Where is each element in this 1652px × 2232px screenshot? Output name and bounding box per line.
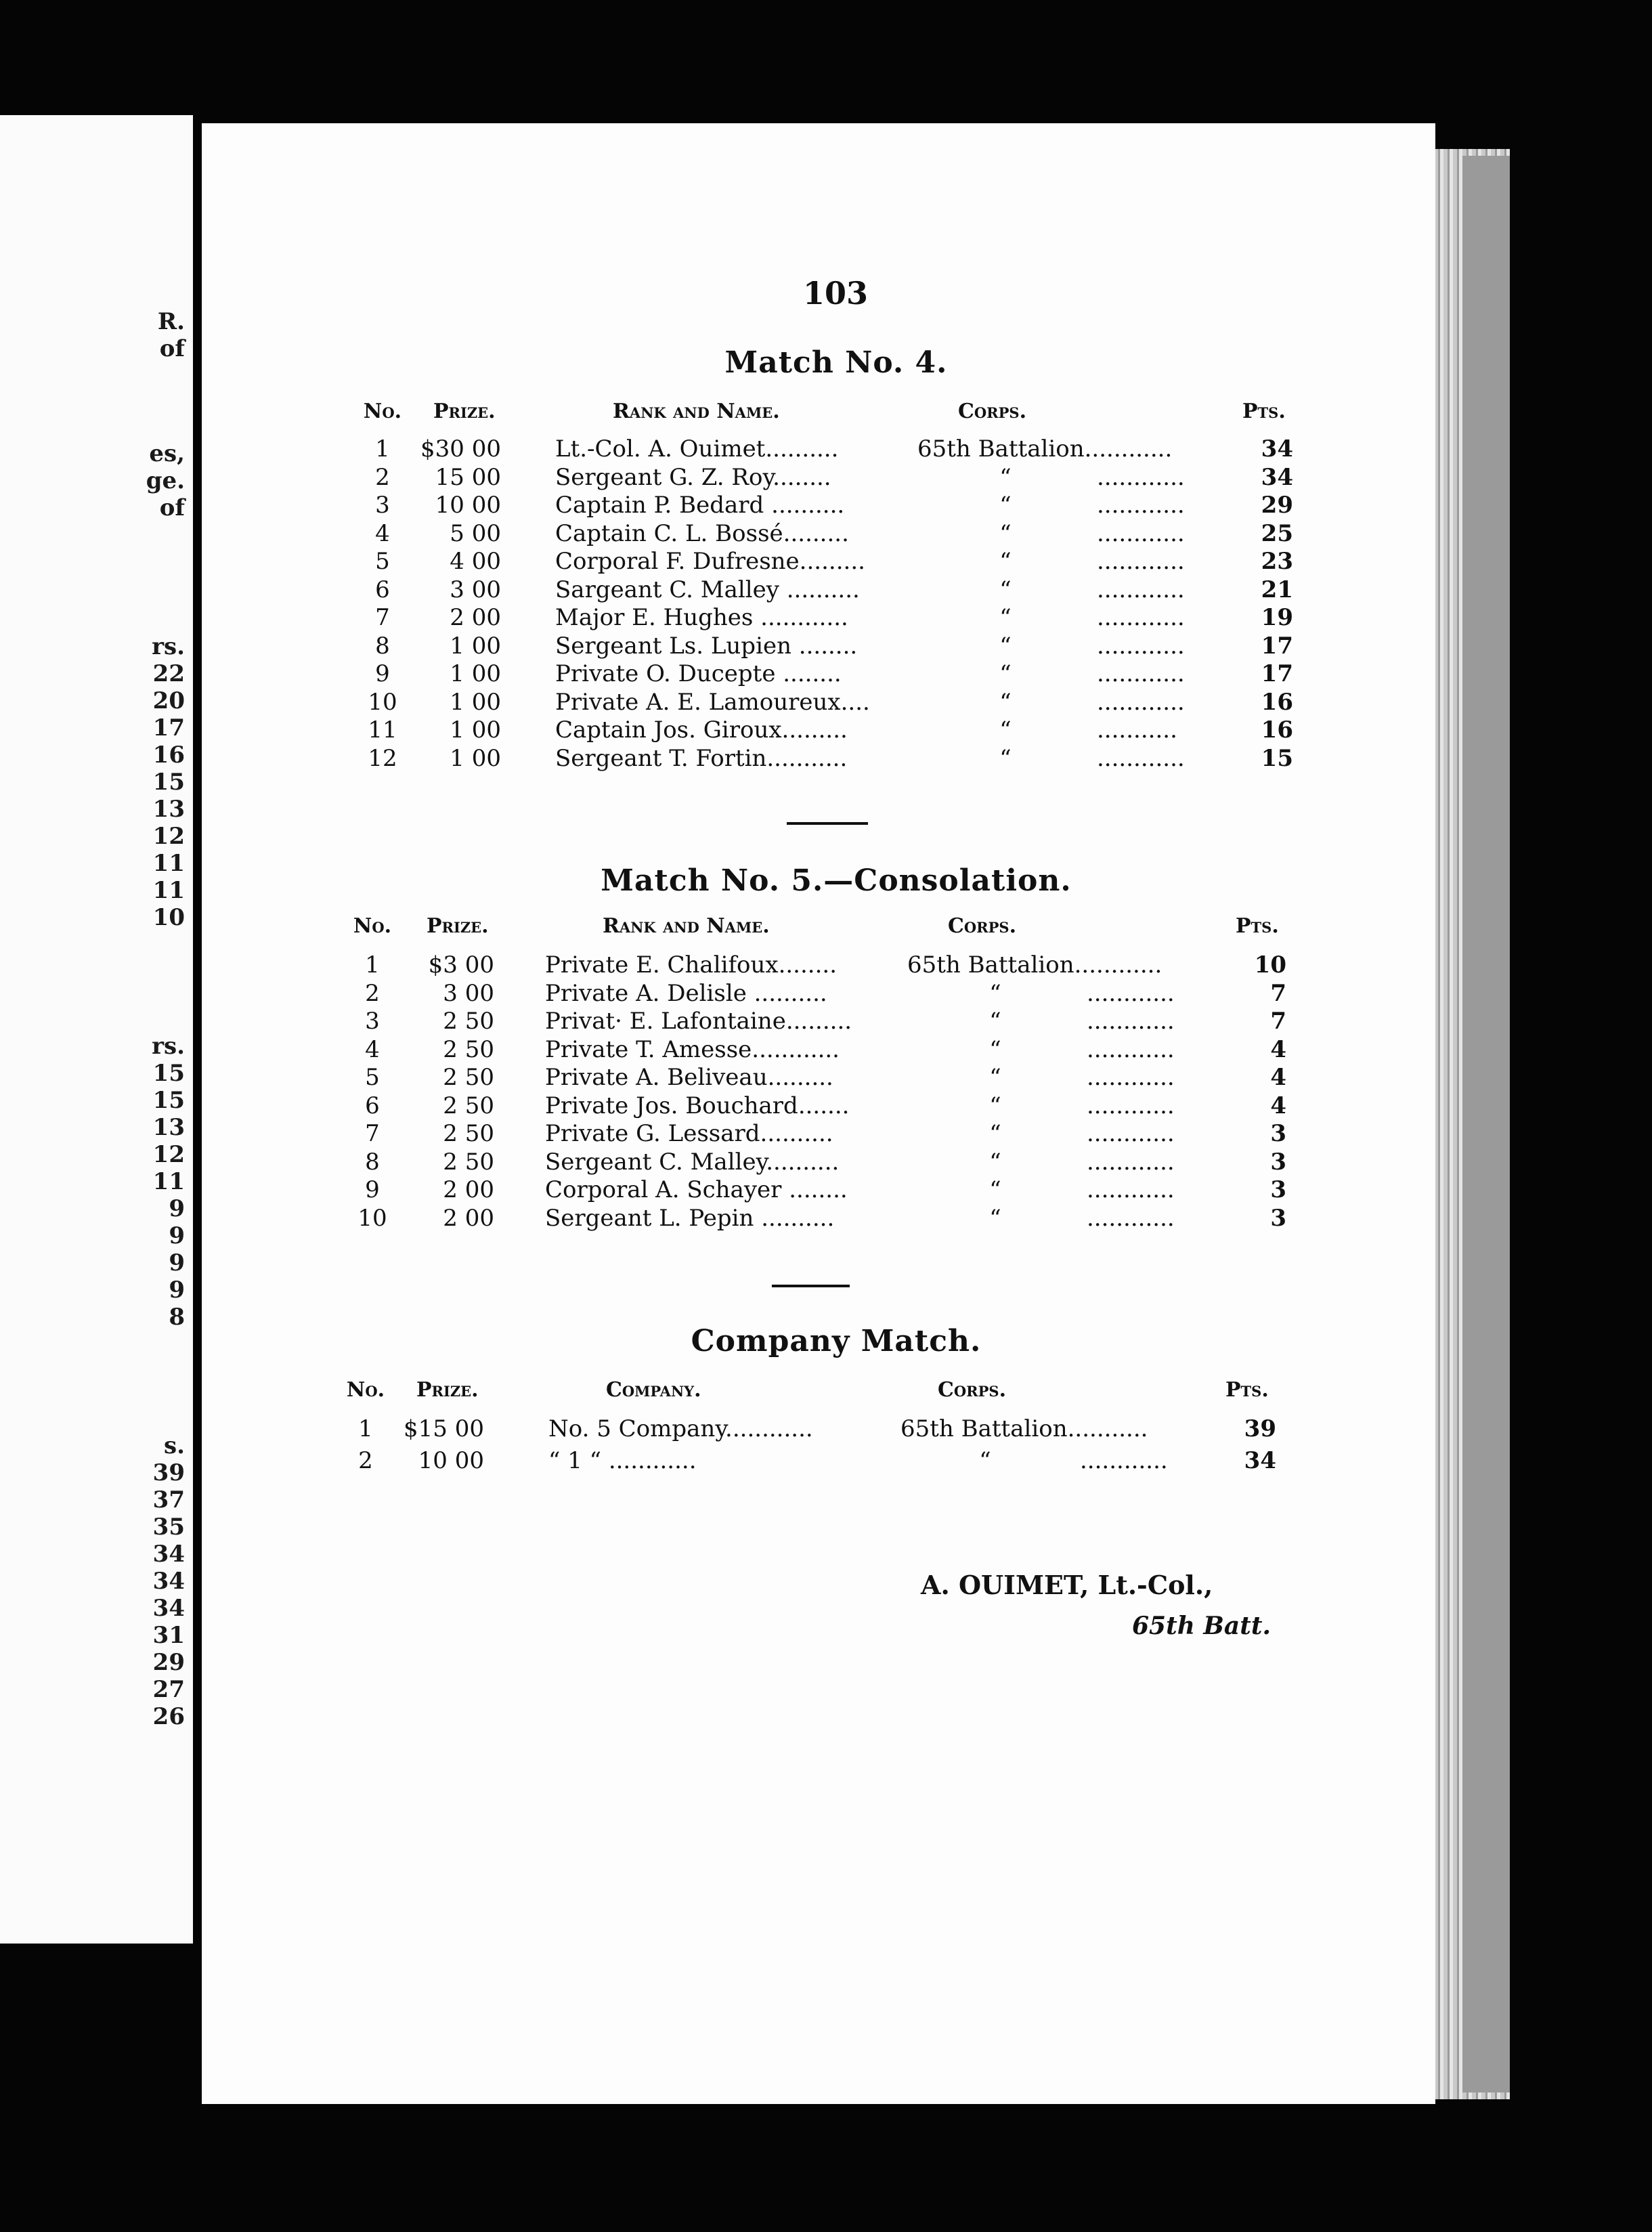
table-row: [0, 1149, 1652, 1178]
row-number: 5: [375, 548, 390, 575]
header-prize: Prize.: [427, 914, 489, 938]
rank-and-name: Private A. E. Lamoureux....: [555, 688, 870, 716]
facing-page-fragment: 12: [152, 1141, 185, 1168]
facing-page-fragment: 26: [152, 1703, 185, 1730]
points: 4: [1270, 1035, 1286, 1063]
header-rank-and-name: Rank and Name.: [603, 914, 770, 938]
table-row: [0, 689, 1652, 718]
row-number: 9: [365, 1176, 380, 1203]
company_match-title: Company Match.: [691, 1324, 982, 1358]
leader-dots: ............: [1097, 688, 1185, 716]
corps-ditto-mark: “: [999, 716, 1012, 744]
facing-page-fragment: 35: [152, 1514, 185, 1541]
facing-page-fragment: 39: [152, 1459, 185, 1486]
header-no: No.: [363, 400, 402, 423]
facing-page-fragment: rs.: [152, 1033, 185, 1060]
facing-page-fragment: R.: [157, 308, 185, 335]
header-prize: Prize.: [416, 1378, 479, 1402]
table-row: [0, 492, 1652, 521]
corps-name: 65th Battalion............: [917, 435, 1173, 463]
prize-amount: 1 00: [450, 688, 501, 716]
match5-title: Match No. 5.—Consolation.: [601, 863, 1072, 898]
table-row: [0, 1092, 1652, 1122]
points: 21: [1261, 576, 1293, 603]
leader-dots: ............: [1097, 660, 1185, 687]
facing-page-fragment: s.: [164, 1432, 185, 1459]
rank-and-name: Private O. Ducepte ........: [555, 660, 842, 687]
prize-amount: 2 50: [443, 1008, 494, 1035]
leader-dots: ............: [1097, 744, 1185, 772]
corps-ditto-mark: “: [989, 1148, 1001, 1176]
prize-amount: $30 00: [420, 435, 501, 463]
corps-ditto-mark: “: [989, 1008, 1001, 1035]
corps-ditto-mark: “: [999, 660, 1012, 687]
facing-page-fragment: of: [159, 335, 185, 362]
facing-page-fragment: 11: [152, 877, 185, 904]
table-row: [0, 1120, 1652, 1150]
table-row: [0, 1415, 1652, 1445]
facing-page-fragment: 9: [169, 1195, 185, 1222]
facing-page-fragment: 15: [152, 1060, 185, 1087]
row-number: 4: [375, 519, 390, 547]
column-header-row: [0, 1378, 1652, 1408]
header-corps: Corps.: [958, 400, 1027, 423]
rank-and-name: Captain Jos. Giroux.........: [555, 716, 848, 744]
table-row: [0, 1008, 1652, 1037]
table-row: [0, 1205, 1652, 1235]
prize-amount: 15 00: [435, 463, 501, 491]
facing-page-fragment: 37: [152, 1486, 185, 1514]
leader-dots: ............: [1097, 604, 1185, 631]
prize-amount: 3 00: [443, 979, 494, 1007]
row-number: 2: [365, 979, 380, 1007]
leader-dots: ............: [1087, 1064, 1175, 1091]
facing-page-fragment: 20: [152, 687, 185, 714]
corps-ditto-mark: “: [999, 744, 1012, 772]
facing-page-fragment: es,: [149, 440, 185, 467]
prize-amount: 3 00: [450, 576, 501, 603]
row-number: 2: [375, 463, 390, 491]
row-number: 10: [368, 688, 397, 716]
row-number: 8: [375, 632, 390, 660]
facing-page-fragment: 34: [152, 1595, 185, 1622]
table-row: [0, 632, 1652, 662]
table-row: [0, 435, 1652, 465]
table-row: [0, 951, 1652, 981]
table-row: [0, 520, 1652, 550]
leader-dots: ............: [1097, 548, 1185, 575]
points: 25: [1261, 519, 1293, 547]
rank-and-name: Private G. Lessard..........: [545, 1120, 833, 1147]
row-number: 6: [375, 576, 390, 603]
prize-amount: 5 00: [450, 519, 501, 547]
rank-and-name: No. 5 Company............: [548, 1415, 813, 1442]
row-number: 6: [365, 1092, 380, 1119]
rank-and-name: Sergeant C. Malley..........: [545, 1148, 840, 1176]
table-row: [0, 745, 1652, 775]
points: 16: [1261, 688, 1293, 716]
row-number: 7: [375, 604, 390, 631]
points: 7: [1270, 1008, 1286, 1035]
corps-name: 65th Battalion............: [907, 951, 1162, 979]
corps-ditto-mark: “: [999, 576, 1012, 603]
points: 3: [1270, 1120, 1286, 1147]
points: 34: [1244, 1447, 1276, 1474]
corps-ditto-mark: “: [989, 1204, 1001, 1232]
leader-dots: ............: [1087, 1120, 1175, 1147]
facing-page-fragment: 17: [152, 714, 185, 742]
leader-dots: ...........: [1097, 716, 1177, 744]
rank-and-name: Captain C. L. Bossé.........: [555, 519, 849, 547]
facing-page-fragment: 11: [152, 1168, 185, 1195]
prize-amount: $3 00: [428, 951, 494, 979]
points: 34: [1261, 463, 1293, 491]
corps-ditto-mark: “: [999, 519, 1012, 547]
row-number: 1: [375, 435, 390, 463]
row-number: 3: [375, 492, 390, 519]
facing-page-fragment: ge.: [146, 467, 185, 494]
points: 10: [1254, 951, 1286, 979]
facing-page-fragment: 34: [152, 1541, 185, 1568]
leader-dots: ............: [1097, 519, 1185, 547]
prize-amount: 1 00: [450, 660, 501, 687]
rank-and-name: Sergeant L. Pepin ..........: [545, 1204, 835, 1232]
points: 17: [1261, 632, 1293, 660]
leader-dots: ............: [1087, 1008, 1175, 1035]
header-pts: Pts.: [1236, 914, 1279, 938]
points: 7: [1270, 979, 1286, 1007]
table-row: [0, 716, 1652, 746]
prize-amount: 2 50: [443, 1064, 494, 1091]
prize-amount: 2 50: [443, 1148, 494, 1176]
section-divider: [772, 1285, 850, 1287]
header-no: No.: [346, 1378, 385, 1402]
points: 19: [1261, 604, 1293, 631]
row-number: 8: [365, 1148, 380, 1176]
rank-and-name: Major E. Hughes ............: [555, 604, 848, 631]
row-number: 3: [365, 1008, 380, 1035]
corps-name: 65th Battalion...........: [900, 1415, 1148, 1442]
facing-page-fragment: 10: [152, 904, 185, 931]
corps-ditto-mark: “: [989, 979, 1001, 1007]
row-number: 12: [368, 744, 397, 772]
facing-page-fragment: 9: [169, 1276, 185, 1304]
column-header-row: [0, 400, 1652, 429]
prize-amount: 2 50: [443, 1120, 494, 1147]
row-number: 1: [358, 1415, 373, 1442]
rank-and-name: Lt.-Col. A. Ouimet..........: [555, 435, 839, 463]
points: 16: [1261, 716, 1293, 744]
corps-ditto-mark: “: [989, 1064, 1001, 1091]
facing-page-fragment: 22: [152, 660, 185, 687]
facing-page-fragment: 11: [152, 850, 185, 877]
match4-title: Match No. 4.: [724, 345, 948, 380]
table-row: [0, 464, 1652, 494]
corps-ditto-mark: “: [999, 492, 1012, 519]
facing-page-fragment: 16: [152, 742, 185, 769]
header-rank-and-name: Rank and Name.: [613, 400, 780, 423]
header-prize: Prize.: [433, 400, 496, 423]
corps-ditto-mark: “: [989, 1035, 1001, 1063]
prize-amount: $15 00: [404, 1415, 484, 1442]
table-row: [0, 1036, 1652, 1066]
points: 29: [1261, 492, 1293, 519]
leader-dots: ............: [1097, 632, 1185, 660]
leader-dots: ............: [1087, 1176, 1175, 1203]
rank-and-name: “ 1 “ ............: [548, 1447, 697, 1474]
prize-amount: 2 50: [443, 1092, 494, 1119]
table-row: [0, 1176, 1652, 1206]
leader-dots: ............: [1087, 1148, 1175, 1176]
table-row: [0, 548, 1652, 578]
row-number: 11: [368, 716, 397, 744]
prize-amount: 10 00: [418, 1447, 484, 1474]
row-number: 4: [365, 1035, 380, 1063]
corps-ditto-mark: “: [979, 1447, 991, 1474]
row-number: 5: [365, 1064, 380, 1091]
section-divider: [787, 822, 868, 825]
corps-ditto-mark: “: [989, 1092, 1001, 1119]
facing-page-fragment: 15: [152, 769, 185, 796]
header-pts: Pts.: [1242, 400, 1286, 423]
prize-amount: 4 00: [450, 548, 501, 575]
header-no: No.: [353, 914, 392, 938]
rank-and-name: Sergeant T. Fortin...........: [555, 744, 848, 772]
facing-page-fragment: 9: [169, 1222, 185, 1249]
header-rank-and-name: Company.: [606, 1378, 701, 1402]
corps-ditto-mark: “: [999, 463, 1012, 491]
corps-ditto-mark: “: [999, 632, 1012, 660]
prize-amount: 2 00: [443, 1176, 494, 1203]
prize-amount: 1 00: [450, 632, 501, 660]
rank-and-name: Private A. Delisle ..........: [545, 979, 827, 1007]
leader-dots: ............: [1087, 1035, 1175, 1063]
facing-page-fragment: 15: [152, 1087, 185, 1114]
row-number: 7: [365, 1120, 380, 1147]
leader-dots: ............: [1097, 576, 1185, 603]
rank-and-name: Sergeant Ls. Lupien ........: [555, 632, 858, 660]
page-number: 103: [802, 275, 869, 312]
points: 4: [1270, 1092, 1286, 1119]
points: 3: [1270, 1148, 1286, 1176]
rank-and-name: Privat· E. Lafontaine.........: [545, 1008, 852, 1035]
rank-and-name: Corporal A. Schayer ........: [545, 1176, 848, 1203]
leader-dots: ............: [1097, 492, 1185, 519]
facing-page-fragment: 9: [169, 1249, 185, 1276]
table-row: [0, 576, 1652, 606]
points: 39: [1244, 1415, 1276, 1442]
row-number: 9: [375, 660, 390, 687]
signature-name: A. OUIMET, Lt.-Col.,: [921, 1570, 1213, 1600]
points: 3: [1270, 1204, 1286, 1232]
column-header-row: [0, 914, 1652, 944]
prize-amount: 1 00: [450, 716, 501, 744]
corps-ditto-mark: “: [999, 688, 1012, 716]
prize-amount: 10 00: [435, 492, 501, 519]
table-row: [0, 1064, 1652, 1094]
rank-and-name: Sergeant G. Z. Roy........: [555, 463, 831, 491]
row-number: 10: [357, 1204, 387, 1232]
facing-page-fragment: rs.: [152, 633, 185, 660]
row-number: 2: [358, 1447, 373, 1474]
corps-ditto-mark: “: [999, 548, 1012, 575]
leader-dots: ............: [1097, 463, 1185, 491]
corps-ditto-mark: “: [999, 604, 1012, 631]
rank-and-name: Sargeant C. Malley ..........: [555, 576, 860, 603]
header-corps: Corps.: [938, 1378, 1007, 1402]
facing-page-fragment: 31: [152, 1622, 185, 1649]
points: 34: [1261, 435, 1293, 463]
leader-dots: ............: [1080, 1447, 1168, 1474]
facing-page-fragment: 13: [152, 1114, 185, 1141]
facing-page-fragment: 27: [152, 1676, 185, 1703]
facing-page-fragment: 13: [152, 796, 185, 823]
prize-amount: 2 00: [443, 1204, 494, 1232]
rank-and-name: Corporal F. Dufresne.........: [555, 548, 865, 575]
points: 23: [1261, 548, 1293, 575]
facing-page-fragment: of: [159, 494, 185, 521]
facing-page-fragment: 8: [169, 1304, 185, 1331]
points: 3: [1270, 1176, 1286, 1203]
corps-ditto-mark: “: [989, 1176, 1001, 1203]
rank-and-name: Private A. Beliveau.........: [545, 1064, 833, 1091]
rank-and-name: Private E. Chalifoux........: [545, 951, 838, 979]
leader-dots: ............: [1087, 1092, 1175, 1119]
points: 17: [1261, 660, 1293, 687]
rank-and-name: Private Jos. Bouchard.......: [545, 1092, 850, 1119]
header-pts: Pts.: [1225, 1378, 1269, 1402]
facing-page-fragment: 34: [152, 1568, 185, 1595]
rank-and-name: Private T. Amesse............: [545, 1035, 840, 1063]
table-row: [0, 604, 1652, 634]
facing-page-fragment: 12: [152, 823, 185, 850]
prize-amount: 2 50: [443, 1035, 494, 1063]
table-row: [0, 980, 1652, 1010]
row-number: 1: [365, 951, 380, 979]
leader-dots: ............: [1087, 979, 1175, 1007]
corps-ditto-mark: “: [989, 1120, 1001, 1147]
facing-page-fragment: 29: [152, 1649, 185, 1676]
points: 15: [1261, 744, 1293, 772]
points: 4: [1270, 1064, 1286, 1091]
header-corps: Corps.: [948, 914, 1017, 938]
leader-dots: ............: [1087, 1204, 1175, 1232]
signature-unit: 65th Batt.: [1132, 1612, 1271, 1640]
prize-amount: 2 00: [450, 604, 501, 631]
table-row: [0, 1447, 1652, 1477]
prize-amount: 1 00: [450, 744, 501, 772]
rank-and-name: Captain P. Bedard ..........: [555, 492, 845, 519]
table-row: [0, 660, 1652, 690]
